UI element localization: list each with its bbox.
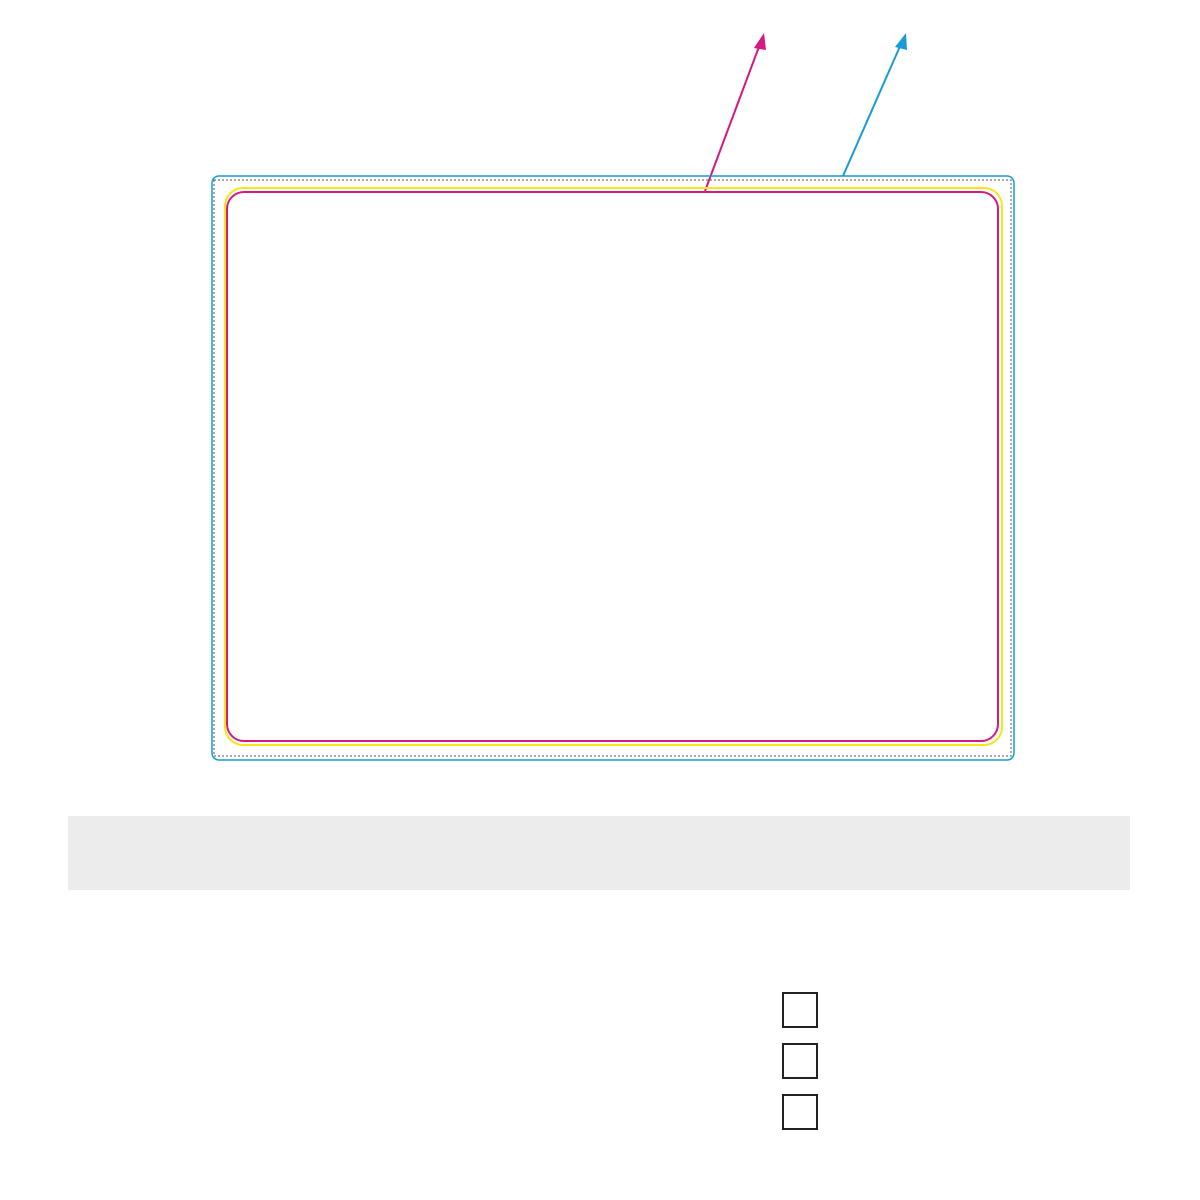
legend-row-magenta xyxy=(782,1041,834,1081)
ruler-graphic xyxy=(68,816,1130,890)
stanze-arrowhead xyxy=(754,33,766,50)
legend-row-cyan xyxy=(782,1092,834,1132)
bleed-outline xyxy=(212,176,1014,760)
magenta-swatch xyxy=(782,1043,818,1079)
trim-outline-dotted xyxy=(214,180,1011,756)
ruler xyxy=(68,816,1130,890)
legend-row-yellow xyxy=(782,990,834,1030)
beschnitt-pointer-line xyxy=(843,44,901,176)
yellow-swatch xyxy=(782,992,818,1028)
yellow-notch-outline xyxy=(225,188,1002,745)
cyan-swatch xyxy=(782,1094,818,1130)
stanze-pointer-line xyxy=(705,44,760,191)
notes xyxy=(69,944,729,968)
magenta-die-cut-outline xyxy=(227,192,998,741)
beschnitt-arrowhead xyxy=(895,33,907,50)
color-legend xyxy=(782,990,834,1143)
